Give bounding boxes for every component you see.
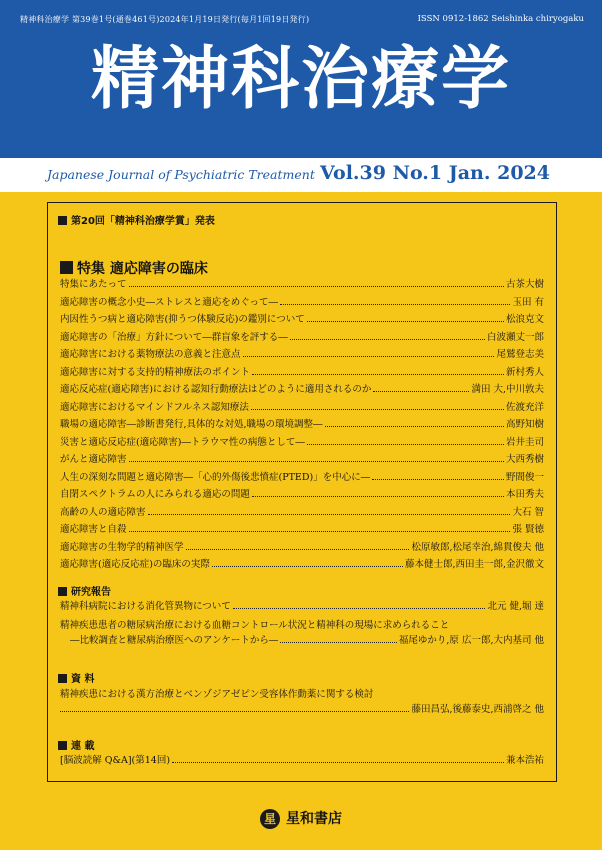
toc-entry[interactable]: 適応障害における薬物療法の意義と注意点 尾鷲登志美 <box>60 349 544 360</box>
square-bullet-icon <box>58 741 67 750</box>
research-heading: 研究報告 <box>58 583 111 598</box>
square-bullet-icon <box>58 587 67 596</box>
toc-entry[interactable]: 適応障害におけるマインドフルネス認知療法 佐渡充洋 <box>60 401 544 413</box>
feature-toc <box>60 276 544 574</box>
publisher-logo <box>0 808 602 829</box>
materials-heading: 資 料 <box>58 670 94 685</box>
materials-title[interactable]: 精神疾患における漢方治療とベンゾジアゼピン受容体作動薬に関する検討 <box>60 689 374 700</box>
toc-entry[interactable]: 職場の適応障害―診断書発行,具体的な対処,職場の環境調整― 高野知樹 <box>60 419 544 430</box>
toc-entry[interactable]: 適応反応症(適応障害)における認知行動療法はどのように適用されるのか 満田 大,中川敦夫 <box>60 384 544 395</box>
research-multi-title[interactable]: 精神疾患患者の糖尿病治療における血糖コントロール状況と精神科の現場に求められること <box>60 620 450 631</box>
square-bullet-icon <box>58 216 67 225</box>
toc-entry[interactable]: 精神科病院における消化管異物について 北元 健,堀 達 <box>60 601 544 612</box>
toc-entry[interactable]: 適応障害の「治療」方針について―群盲象を評する― 白波瀬丈一郎 <box>60 331 544 343</box>
serial-toc <box>60 752 544 770</box>
issue-meta: 精神科治療学 第39巻1号(通巻461号)2024年1月19日発行(毎月1回19日発行) <box>20 15 310 24</box>
toc-entry[interactable]: 適応障害(適応反応症)の臨床の実際 藤本健士郎,西田圭一郎,金沢徹文 <box>60 559 544 570</box>
materials-line <box>60 701 544 719</box>
toc-entry[interactable]: 内因性うつ病と適応障害(抑うつ体験反応)の鑑別について 松浪克文 <box>60 314 544 325</box>
square-bullet-icon <box>58 674 67 683</box>
feature-heading: 特集 適応障害の臨床 <box>60 258 208 278</box>
serial-heading: 連 載 <box>58 737 94 752</box>
toc-entry[interactable]: 特集にあたって 古茶大樹 <box>60 279 544 290</box>
publisher-mark-icon: 星 <box>260 809 280 829</box>
square-bullet-icon <box>60 261 73 274</box>
toc-entry[interactable]: 適応障害と自殺 張 賢徳 <box>60 524 544 535</box>
toc-entry[interactable]: ―比較調査と糖尿病治療医へのアンケートから― 福尾ゆかり,原 広一郎,大内基司 他 <box>70 635 544 646</box>
toc-entry[interactable]: [脳波読解 Q&A](第14回) 兼本浩祐 <box>60 755 544 766</box>
toc-entry[interactable]: 高齢の人の適応障害 大石 智 <box>60 506 544 518</box>
toc-entry[interactable]: 適応障害の概念小史―ストレスと適応をめぐって― 玉田 有 <box>60 296 544 308</box>
toc-entry[interactable]: 適応障害に対する支持的精神療法のポイント 新村秀人 <box>60 366 544 378</box>
research-toc <box>60 598 544 616</box>
journal-title: 精神科治療学 <box>90 40 511 119</box>
volume-info: Vol.39 No.1 Jan. 2024 <box>320 162 550 184</box>
toc-entry[interactable]: 人生の深刻な問題と適応障害―「心的外傷後悲憤症(PTED)」を中心に― 野間俊一 <box>60 471 544 483</box>
publisher-name: 星和書店 <box>286 811 342 827</box>
toc-entry[interactable]: がんと適応障害 大西秀樹 <box>60 454 544 465</box>
toc-entry[interactable]: 藤田昌弘,後藤泰史,西浦啓之 他 <box>60 701 544 719</box>
journal-subtitle-en: Japanese Journal of Psychiatric Treatment <box>47 167 315 182</box>
issn-meta: ISSN 0912-1862 Seishinka chiryogaku <box>417 14 584 24</box>
research-multi-line <box>60 632 544 650</box>
toc-entry[interactable]: 自閉スペクトラムの人にみられる適応の問題 本田秀夫 <box>60 489 544 500</box>
toc-entry[interactable]: 災害と適応反応症(適応障害)―トラウマ性の病態として― 岩井圭司 <box>60 436 544 448</box>
award-heading: 第20回「精神科治療学賞」発表 <box>58 212 215 227</box>
toc-entry[interactable]: 適応障害の生物学的精神医学 松原敏郎,松尾幸治,綿貫俊夫 他 <box>60 541 544 553</box>
